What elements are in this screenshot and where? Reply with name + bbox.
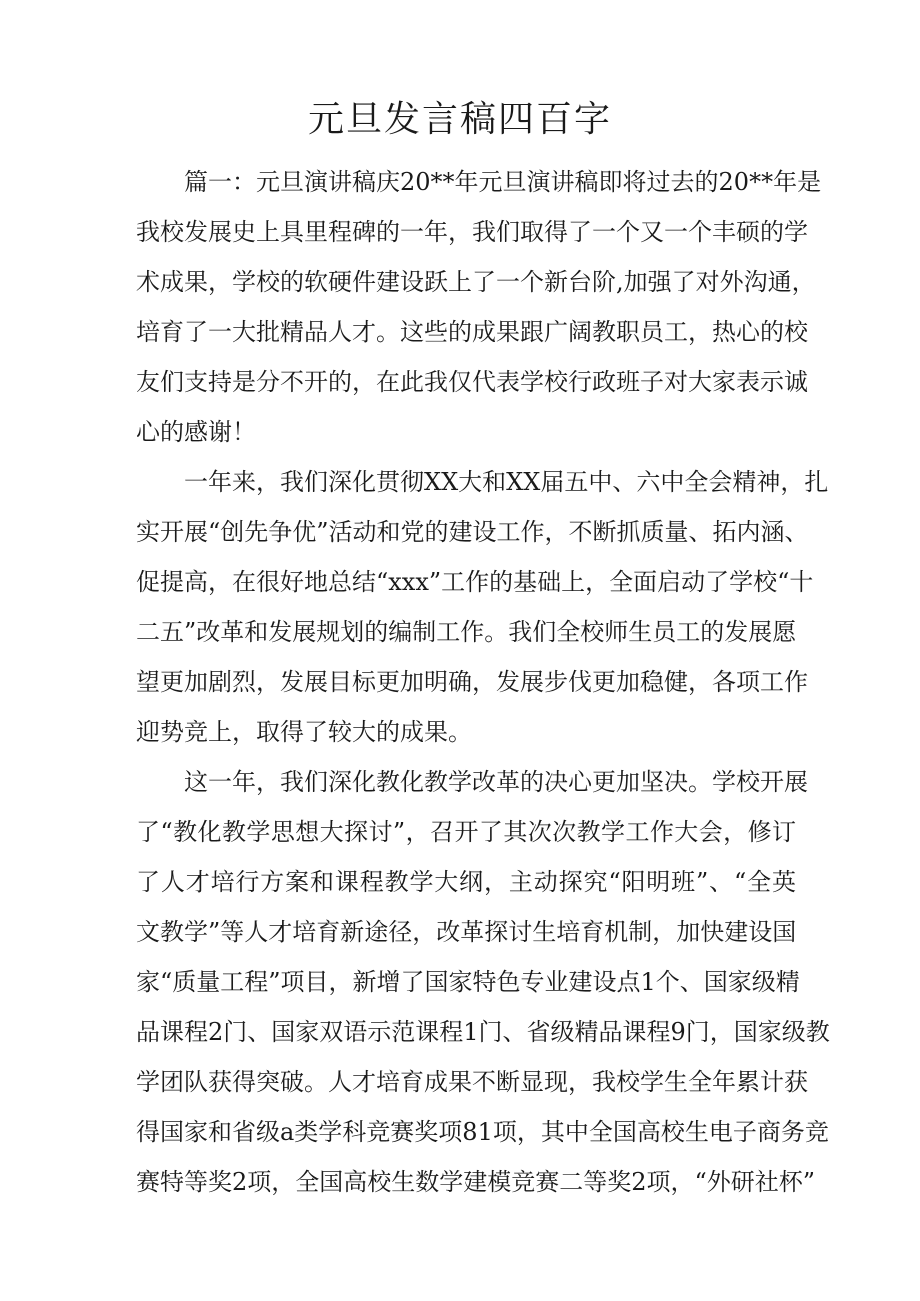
paragraph-1 <box>136 168 822 447</box>
paragraph-line: 二五”改革和发展规划的编制工作。我们全校师生员工的发展愿 <box>136 618 797 646</box>
paragraph-line: 学团队获得突破。人才培育成果不断显现，我校学生全年累计获 <box>136 1068 808 1096</box>
document-title: 元旦发言稿四百字 <box>307 99 612 140</box>
paragraph-line: 心的感谢！ <box>136 418 256 446</box>
paragraph-line: 得国家和省级a类学科竞赛奖项81项，其中全国高校生电子商务竞 <box>136 1118 829 1146</box>
paragraph-line: 我校发展史上具里程碑的一年，我们取得了一个又一个丰硕的学 <box>136 218 808 246</box>
paragraph-line: 术成果，学校的软硬件建设跃上了一个新台阶,加强了对外沟通， <box>136 268 816 296</box>
paragraph-line: 文教学”等人才培育新途径，改革探讨生培育机制，加快建设国 <box>136 918 797 946</box>
paragraph-line: 了人才培行方案和课程教学大纲，主动探究“阳明班”、“全英 <box>136 868 796 896</box>
paragraph-line: 家“质量工程”项目，新增了国家特色专业建设点1个、国家级精 <box>136 968 800 996</box>
paragraph-line: 实开展“创先争优”活动和党的建设工作，不断抓质量、拓内涵、 <box>136 518 809 546</box>
paragraph-2 <box>136 468 829 747</box>
paragraph-line: 品课程2门、国家双语示范课程1门、省级精品课程9门，国家级教 <box>136 1018 830 1046</box>
paragraph-line: 赛特等奖2项，全国高校生数学建模竞赛二等奖2项，“外研社杯” <box>136 1168 816 1196</box>
paragraph-3 <box>136 768 830 1197</box>
paragraph-line: 促提高，在很好地总结“xxx”工作的基础上，全面启动了学校“十 <box>136 568 814 596</box>
paragraph-line: 迎势竞上，取得了较大的成果。 <box>136 718 472 746</box>
paragraph-line: 望更加剧烈，发展目标更加明确，发展步伐更加稳健，各项工作 <box>136 668 808 696</box>
paragraph-line: 这一年，我们深化教化教学改革的决心更加坚决。学校开展 <box>184 768 808 796</box>
paragraph-line: 一年来，我们深化贯彻XX大和XX届五中、六中全会精神，扎 <box>184 468 829 496</box>
document-body <box>136 168 830 1218</box>
paragraph-line: 了“教化教学思想大探讨”，召开了其次次教学工作大会，修订 <box>136 818 796 846</box>
paragraph-line: 友们支持是分不开的，在此我仅代表学校行政班子对大家表示诚 <box>136 368 808 396</box>
paragraph-line: 培育了一大批精品人才。这些的成果跟广阔教职员工，热心的校 <box>136 318 808 346</box>
paragraph-line: 篇一：元旦演讲稿庆20**年元旦演讲稿即将过去的20**年是 <box>184 168 822 196</box>
